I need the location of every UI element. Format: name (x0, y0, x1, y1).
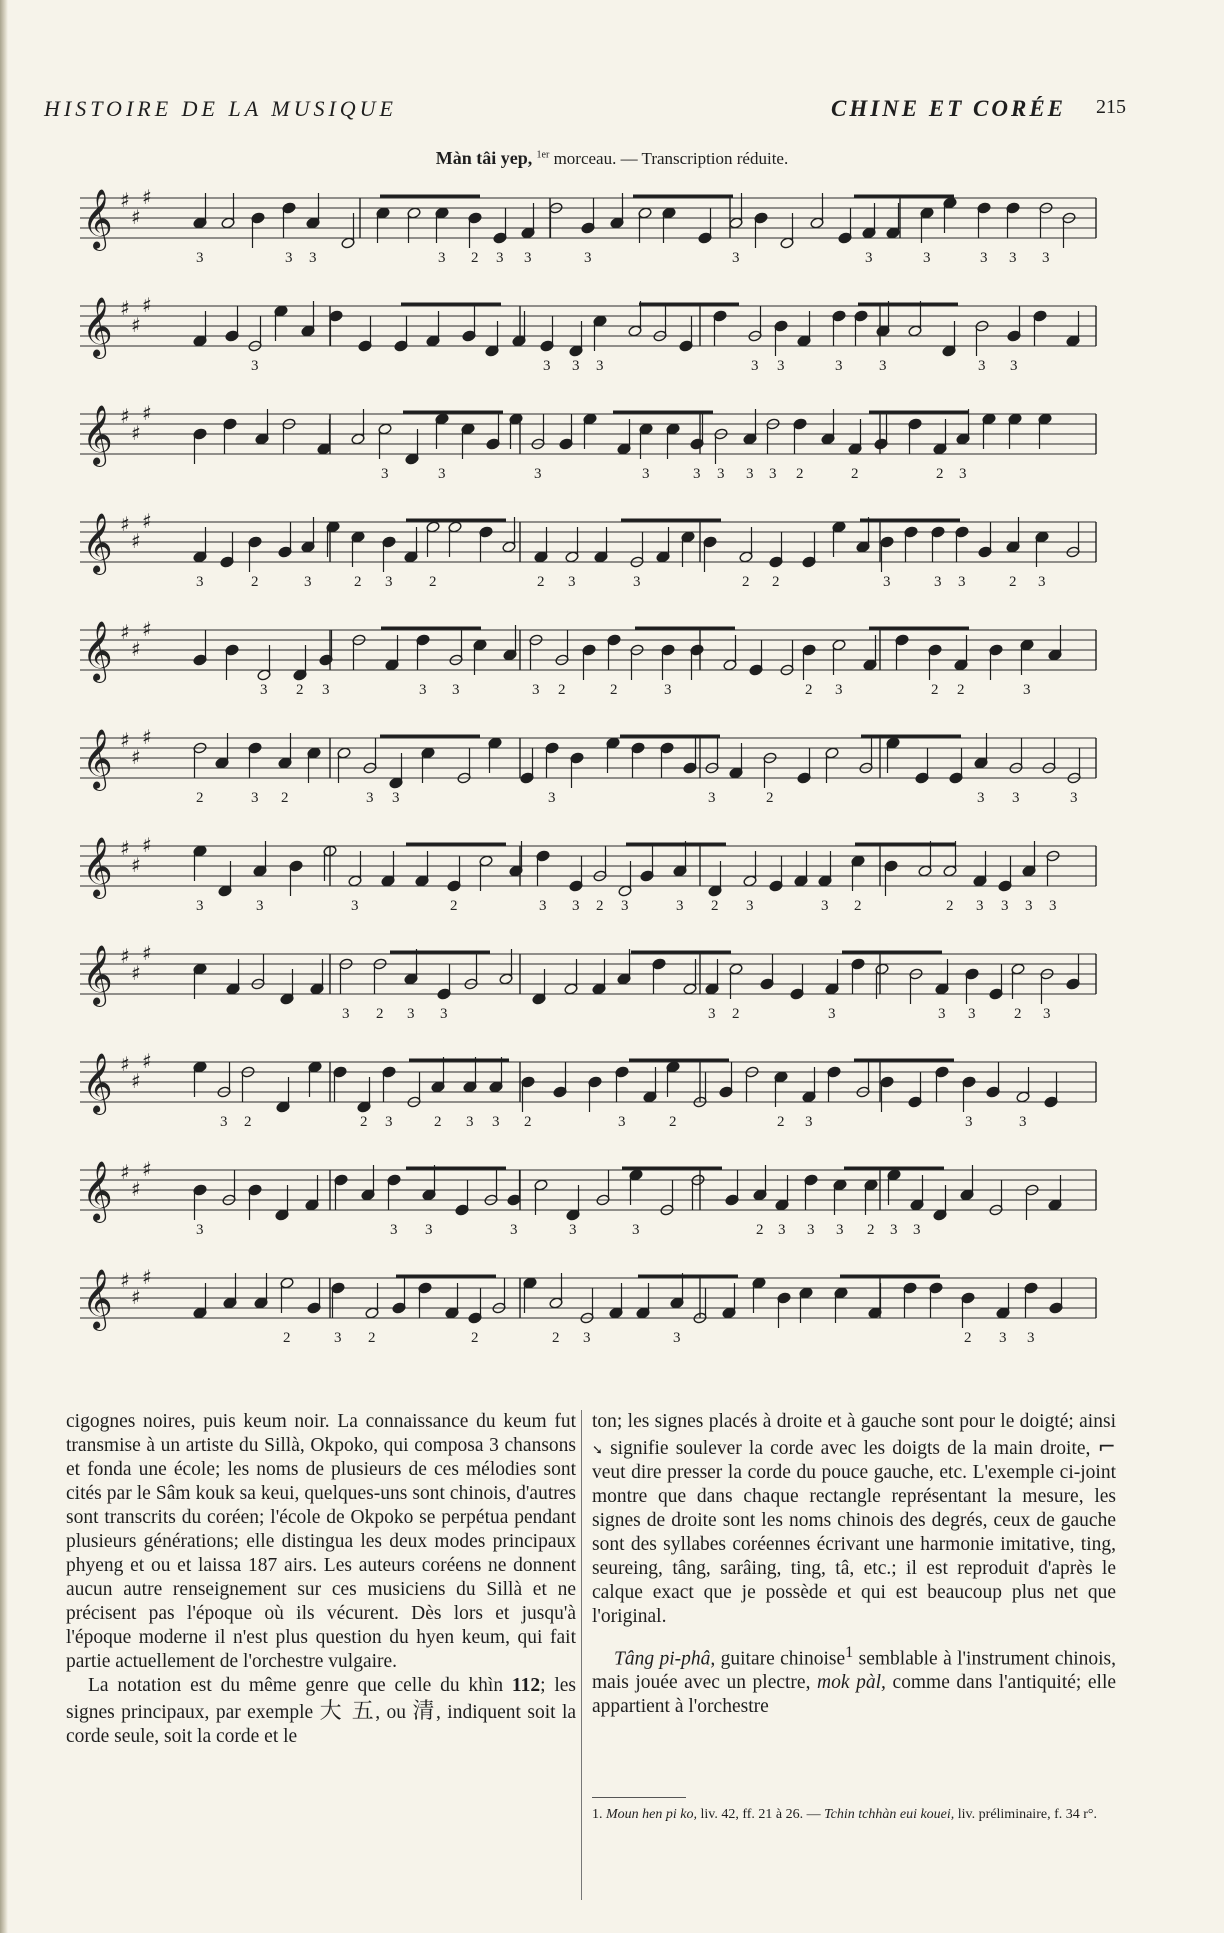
fingering-number: 3 (977, 790, 985, 806)
music-title: Màn tâi yep, (435, 148, 533, 168)
fingering-number: 3 (510, 1222, 518, 1238)
fingering-number: 3 (452, 682, 460, 698)
sharp-icon: ♯ (131, 313, 141, 337)
running-head-right: CHINE ET CORÉE (831, 96, 1066, 121)
fingering-number: 3 (366, 790, 374, 806)
fingering-number: 3 (807, 1222, 815, 1238)
fingering-number: 3 (836, 1222, 844, 1238)
right-paragraph-1: ton; les signes placés à droite et à gauche sont pour le doigté; ainsi ➘ signifie soulever la corde avec les doigts de la main droite, ⌐ veut dire presser la corde du pouce gauche, etc. L'exemple ci-joint montre que dans chaque rectangle représentant la mesure, les signes de droite sont les noms chinois des degrés, ceux de gauche sont des syllabes coréennes écrivant une harmonie imitative, ting, seureing, tâng, sarâing, ting, tâ, etc.; il est reproduit d'après le calque exact que je possède et qui est beaucoup plus net que l'original. (592, 1411, 1116, 1627)
fingering-number: 3 (1025, 898, 1033, 914)
sharp-icon: ♯ (131, 1177, 141, 1201)
fingering-number: 2 (669, 1114, 677, 1130)
treble-clef-icon: 𝄞 (82, 837, 113, 897)
right-column (592, 1410, 1116, 1719)
fingering-number: 2 (964, 1330, 972, 1346)
fingering-number: 3 (1043, 1006, 1051, 1022)
fingering-number: 3 (466, 1114, 474, 1130)
treble-clef-icon: 𝄞 (82, 189, 113, 249)
treble-clef-icon: 𝄞 (82, 729, 113, 789)
fingering-number: 3 (676, 898, 684, 914)
sharp-icon: ♯ (142, 617, 152, 641)
sharp-icon: ♯ (131, 745, 141, 769)
fingering-number: 3 (673, 1330, 681, 1346)
left-paragraph-1: cigognes noires, puis keum noir. La connaissance du keum fut transmise à un artiste du Sillà, Okpoko, qui composa 3 chansons et fonda une école; les noms de plusieurs de ces mélodies sont cités par le Sâm kouk sa keui, quelques-uns sont chinois, d'autres sont transcrits du coréen; l'école de Okpoko se perpétua pendant plusieurs générations; elle distingua les deux modes principaux phyeng et ou et laissa 187 airs. Les auteurs coréens ne donnent aucun autre renseignement sur ces musiciens du Sillà et ne précisent pas l'époque où ils vécurent. Dès lors et jusqu'à l'époque moderne il n'est plus question du hyen keum, qui fait partie actuellement de l'orchestre vulgaire. (66, 1411, 576, 1672)
music-staff (80, 833, 1096, 914)
fingering-number: 2 (777, 1114, 785, 1130)
chinese-character-2: 清 (412, 1698, 436, 1724)
fingering-number: 3 (978, 358, 986, 374)
fingering-number: 3 (285, 250, 293, 266)
fingering-number: 3 (572, 898, 580, 914)
sharp-icon: ♯ (131, 1285, 141, 1309)
fingering-number: 3 (778, 1222, 786, 1238)
treble-clef-icon: 𝄞 (82, 405, 113, 465)
fingering-number: 3 (976, 898, 984, 914)
fingering-number: 3 (708, 1006, 716, 1022)
fingering-number: 2 (946, 898, 954, 914)
fingering-number: 3 (309, 250, 317, 266)
sharp-icon: ♯ (120, 296, 130, 320)
fingering-number: 3 (751, 358, 759, 374)
fingering-number: 2 (796, 466, 804, 482)
fingering-number: 3 (524, 250, 532, 266)
music-staff (80, 941, 1096, 1022)
music-staff (80, 1049, 1096, 1130)
sharp-icon: ♯ (131, 853, 141, 877)
fingering-number: 3 (664, 682, 672, 698)
sharp-icon: ♯ (142, 833, 152, 857)
fingering-number: 3 (196, 1222, 204, 1238)
fingering-number: 3 (534, 466, 542, 482)
fingering-number: 2 (805, 682, 813, 698)
fingering-number: 3 (334, 1330, 342, 1346)
fingering-number: 3 (532, 682, 540, 698)
music-staff (80, 401, 1096, 482)
fingering-number: 3 (385, 574, 393, 590)
fingering-number: 3 (879, 358, 887, 374)
fingering-number: 3 (260, 682, 268, 698)
fingering-number: 3 (923, 250, 931, 266)
fingering-number: 3 (1010, 358, 1018, 374)
fingering-number: 3 (351, 898, 359, 914)
fingering-number: 3 (717, 466, 725, 482)
fingering-number: 3 (220, 1114, 228, 1130)
sharp-icon: ♯ (142, 941, 152, 965)
fingering-number: 3 (732, 250, 740, 266)
sharp-icon: ♯ (120, 512, 130, 536)
sharp-icon: ♯ (131, 637, 141, 661)
fingering-number: 3 (883, 574, 891, 590)
fingering-number: 3 (548, 790, 556, 806)
fingering-number: 3 (1009, 250, 1017, 266)
fingering-number: 3 (196, 574, 204, 590)
fingering-number: 2 (283, 1330, 291, 1346)
treble-clef-icon: 𝄞 (82, 1053, 113, 1113)
sharp-icon: ♯ (120, 188, 130, 212)
fingering-number: 3 (746, 466, 754, 482)
fingering-number: 3 (632, 1222, 640, 1238)
fingering-number: 3 (769, 466, 777, 482)
fingering-number: 3 (407, 1006, 415, 1022)
fingering-number: 3 (1070, 790, 1078, 806)
fingering-number: 3 (496, 250, 504, 266)
fingering-number: 3 (392, 790, 400, 806)
sharp-icon: ♯ (120, 728, 130, 752)
sharp-icon: ♯ (142, 185, 152, 209)
sharp-icon: ♯ (131, 961, 141, 985)
sharp-icon: ♯ (120, 1268, 130, 1292)
fingering-number: 2 (596, 898, 604, 914)
fingering-number: 2 (429, 574, 437, 590)
running-head-left: HISTOIRE DE LA MUSIQUE (44, 96, 397, 121)
music-staff (80, 1265, 1096, 1346)
fingering-number: 3 (596, 358, 604, 374)
fingering-number: 3 (304, 574, 312, 590)
right-paragraph-2: Tâng pi-phâ, guitare chinoise$^1$ semblable à l'instrument chinois, mais jouée avec un plectre, mok pàl, comme dans l'antiquité; elle appartient à l'orchestre (592, 1642, 1117, 1718)
fingering-number: 2 (251, 574, 259, 590)
sharp-icon: ♯ (131, 1069, 141, 1093)
fingering-number: 3 (980, 250, 988, 266)
music-subtitle: morceau. — Transcription réduite. (553, 149, 789, 168)
sharp-icon: ♯ (142, 1265, 152, 1289)
chinese-characters-1: 大 五 (319, 1698, 376, 1724)
footnote: 1. Moun hen pi ko, liv. 42, ff. 21 à 26. — Tchin tchhàn eui kouei, liv. préliminaire, f. 34 r°. (592, 1807, 1097, 1822)
music-staff (80, 509, 1096, 590)
fingering-number: 2 (296, 682, 304, 698)
fingering-number: 2 (772, 574, 780, 590)
fingering-number: 3 (965, 1114, 973, 1130)
fingering-number: 3 (1023, 682, 1031, 698)
fingering-number: 2 (766, 790, 774, 806)
fingering-number: 3 (828, 1006, 836, 1022)
sharp-icon: ♯ (120, 404, 130, 428)
fingering-number: 3 (708, 790, 716, 806)
fingering-number: 3 (543, 358, 551, 374)
music-staff (80, 725, 1096, 806)
fingering-number: 3 (568, 574, 576, 590)
fingering-number: 2 (244, 1114, 252, 1130)
fingering-number: 2 (957, 682, 965, 698)
fingering-number: 3 (934, 574, 942, 590)
treble-clef-icon: 𝄞 (82, 297, 113, 357)
treble-clef-icon: 𝄞 (82, 621, 113, 681)
fingering-number: 3 (584, 250, 592, 266)
fingering-number: 2 (376, 1006, 384, 1022)
fingering-number: 3 (821, 898, 829, 914)
fingering-number: 3 (621, 898, 629, 914)
fingering-number: 3 (342, 1006, 350, 1022)
fingering-number: 2 (360, 1114, 368, 1130)
press-string-symbol: ⌐ (1097, 1434, 1116, 1460)
fingering-number: 2 (558, 682, 566, 698)
fingering-number: 2 (368, 1330, 376, 1346)
left-paragraph-2: La notation est du même genre que celle du khìn 112; les signes principaux, par exemple 大 五, ou 清, indiquent soit la corde seule, soit la corde et le (66, 1674, 577, 1747)
fingering-number: 2 (524, 1114, 532, 1130)
fingering-number: 2 (1014, 1006, 1022, 1022)
fingering-number: 2 (610, 682, 618, 698)
fingering-number: 3 (251, 790, 259, 806)
sharp-icon: ♯ (142, 293, 152, 317)
piece-number: 1er (536, 149, 550, 161)
fingering-number: 2 (867, 1222, 875, 1238)
fingering-number: 3 (968, 1006, 976, 1022)
fingering-number: 3 (633, 574, 641, 590)
fingering-number: 3 (256, 898, 264, 914)
fingering-number: 3 (1019, 1114, 1027, 1130)
sharp-icon: ♯ (142, 725, 152, 749)
fingering-number: 2 (434, 1114, 442, 1130)
music-staff (80, 185, 1096, 266)
treble-clef-icon: 𝄞 (82, 1161, 113, 1221)
fingering-number: 3 (958, 574, 966, 590)
fingering-number: 3 (938, 1006, 946, 1022)
fingering-number: 3 (865, 250, 873, 266)
fingering-number: 3 (385, 1114, 393, 1130)
fingering-number: 3 (959, 466, 967, 482)
footnote-rule (592, 1797, 686, 1798)
fingering-number: 3 (438, 250, 446, 266)
fingering-number: 2 (742, 574, 750, 590)
fingering-number: 2 (471, 1330, 479, 1346)
fingering-number: 3 (1027, 1330, 1035, 1346)
treble-clef-icon: 𝄞 (82, 1269, 113, 1329)
fingering-number: 3 (835, 358, 843, 374)
fingering-number: 3 (492, 1114, 500, 1130)
fingering-number: 3 (440, 1006, 448, 1022)
fingering-number: 2 (552, 1330, 560, 1346)
fingering-number: 3 (438, 466, 446, 482)
sharp-icon: ♯ (120, 620, 130, 644)
fingering-number: 2 (537, 574, 545, 590)
fingering-number: 3 (583, 1330, 591, 1346)
fingering-number: 3 (999, 1330, 1007, 1346)
fingering-number: 2 (936, 466, 944, 482)
sharp-icon: ♯ (142, 1157, 152, 1181)
fingering-number: 2 (450, 898, 458, 914)
fingering-number: 3 (381, 466, 389, 482)
fingering-number: 3 (425, 1222, 433, 1238)
fingering-number: 3 (1012, 790, 1020, 806)
treble-clef-icon: 𝄞 (82, 945, 113, 1005)
fingering-number: 2 (756, 1222, 764, 1238)
fingering-number: 2 (354, 574, 362, 590)
lift-string-symbol: ➘ (592, 1441, 603, 1457)
treble-clef-icon: 𝄞 (82, 513, 113, 573)
fingering-number: 3 (1049, 898, 1057, 914)
fingering-number: 3 (890, 1222, 898, 1238)
sharp-icon: ♯ (120, 1052, 130, 1076)
fingering-number: 3 (419, 682, 427, 698)
fingering-number: 2 (931, 682, 939, 698)
fingering-number: 3 (835, 682, 843, 698)
fingering-number: 2 (1009, 574, 1017, 590)
fingering-number: 3 (618, 1114, 626, 1130)
sharp-icon: ♯ (142, 1049, 152, 1073)
fingering-number: 3 (251, 358, 259, 374)
fingering-number: 2 (854, 898, 862, 914)
fingering-number: 2 (471, 250, 479, 266)
fingering-number: 3 (1038, 574, 1046, 590)
fingering-number: 3 (196, 250, 204, 266)
fingering-number: 3 (777, 358, 785, 374)
left-column (66, 1410, 576, 1749)
fingering-number: 3 (1042, 250, 1050, 266)
sharp-icon: ♯ (142, 509, 152, 533)
sharp-icon: ♯ (131, 421, 141, 445)
sharp-icon: ♯ (120, 944, 130, 968)
fingering-number: 3 (1001, 898, 1009, 914)
fingering-number: 3 (390, 1222, 398, 1238)
column-divider (581, 1410, 582, 1900)
fingering-number: 3 (539, 898, 547, 914)
music-staff (80, 293, 1096, 374)
sharp-icon: ♯ (120, 1160, 130, 1184)
fingering-number: 3 (913, 1222, 921, 1238)
page-number: 215 (1096, 96, 1126, 118)
fingering-number: 3 (693, 466, 701, 482)
music-staff (80, 1157, 1096, 1238)
sharp-icon: ♯ (142, 401, 152, 425)
sharp-icon: ♯ (131, 529, 141, 553)
fingering-number: 3 (569, 1222, 577, 1238)
fingering-number: 2 (196, 790, 204, 806)
fingering-number: 2 (281, 790, 289, 806)
fingering-number: 3 (572, 358, 580, 374)
fingering-number: 3 (196, 898, 204, 914)
music-staff (80, 617, 1096, 698)
fingering-number: 2 (732, 1006, 740, 1022)
fingering-number: 2 (711, 898, 719, 914)
fingering-number: 3 (805, 1114, 813, 1130)
sharp-icon: ♯ (120, 836, 130, 860)
fingering-number: 3 (322, 682, 330, 698)
fingering-number: 2 (851, 466, 859, 482)
sharp-icon: ♯ (131, 205, 141, 229)
fingering-number: 3 (642, 466, 650, 482)
fingering-number: 3 (746, 898, 754, 914)
